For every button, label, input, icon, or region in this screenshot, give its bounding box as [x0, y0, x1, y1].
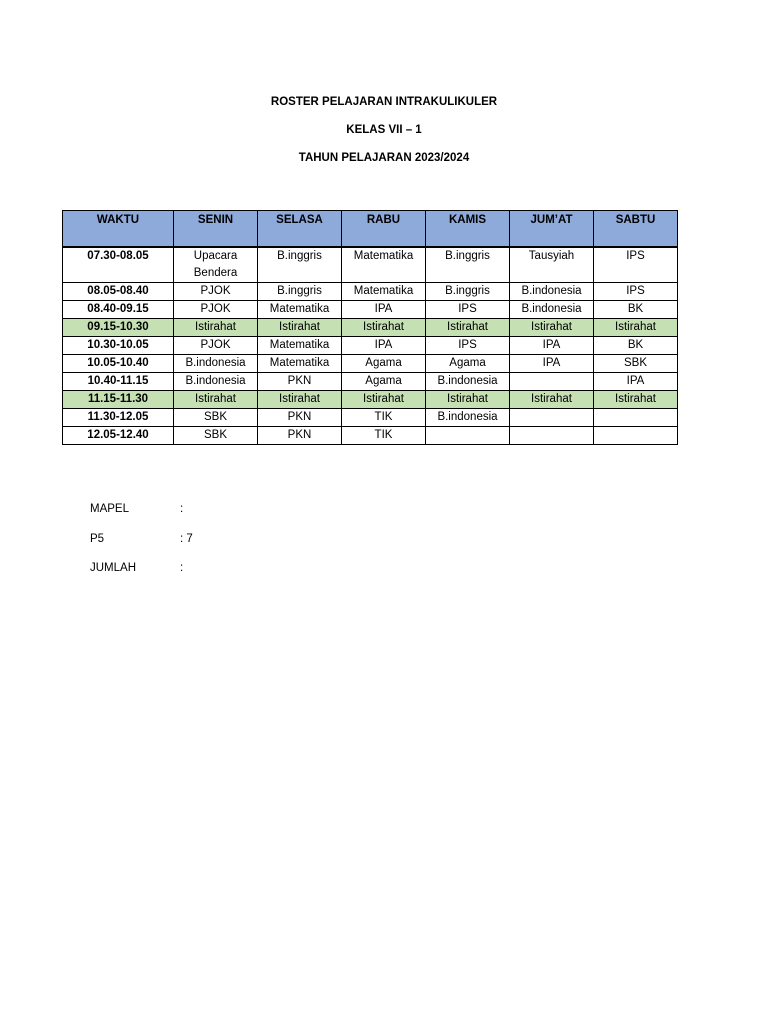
p5-label: P5: [90, 532, 105, 545]
subject-cell: [510, 373, 594, 391]
subject-cell: [510, 427, 594, 445]
roster-body: [63, 247, 678, 445]
time-cell: 10.40-11.15: [63, 373, 174, 391]
time-cell: 12.05-12.40: [63, 427, 174, 445]
subject-cell: IPS: [594, 248, 678, 283]
subject-cell: Istirahat: [174, 319, 258, 337]
subject-cell: PJOK: [174, 301, 258, 319]
subject-cell: Istirahat: [594, 391, 678, 409]
subject-cell: IPA: [342, 337, 426, 355]
footer-row-mapel: [90, 503, 193, 533]
table-row: [63, 337, 678, 355]
header-kamis: KAMIS: [426, 211, 510, 247]
subject-cell: Tausyiah: [510, 248, 594, 283]
subject-cell: Istirahat: [594, 319, 678, 337]
subject-cell: Matematika: [342, 248, 426, 283]
subject-cell: IPS: [594, 283, 678, 301]
footer-summary: [90, 503, 193, 592]
table-row: [63, 248, 678, 283]
subject-cell: Matematika: [258, 301, 342, 319]
time-cell: 11.30-12.05: [63, 409, 174, 427]
footer-row-p5: [90, 533, 193, 563]
subject-cell: BK: [594, 301, 678, 319]
subject-cell: Istirahat: [342, 319, 426, 337]
header-selasa: SELASA: [258, 211, 342, 247]
subject-cell: B.inggris: [258, 248, 342, 283]
title-year: TAHUN PELAJARAN 2023/2024: [298, 152, 470, 164]
subject-cell: IPA: [342, 301, 426, 319]
subject-cell: PKN: [258, 373, 342, 391]
subject-cell: B.indonesia: [426, 409, 510, 427]
jumlah-value: :: [180, 562, 184, 574]
subject-cell: B.inggris: [258, 283, 342, 301]
table-row: [63, 427, 678, 445]
mapel-value: :: [180, 503, 184, 515]
subject-cell: Istirahat: [174, 391, 258, 409]
subject-cell: IPS: [426, 337, 510, 355]
subject-cell: B.indonesia: [510, 283, 594, 301]
subject-cell: Istirahat: [342, 391, 426, 409]
jumlah-label: JUMLAH: [90, 562, 137, 574]
subject-cell: Istirahat: [426, 319, 510, 337]
subject-cell: Istirahat: [426, 391, 510, 409]
subject-cell: IPA: [594, 373, 678, 391]
subject-cell: Agama: [426, 355, 510, 373]
table-row: [63, 319, 678, 337]
subject-cell: PKN: [258, 427, 342, 445]
subject-cell: TIK: [342, 409, 426, 427]
subject-cell: [426, 427, 510, 445]
subject-cell: Upacara Bendera: [174, 248, 258, 283]
subject-cell: IPS: [426, 301, 510, 319]
subject-cell: Istirahat: [258, 319, 342, 337]
subject-cell: PJOK: [174, 283, 258, 301]
subject-cell: SBK: [174, 427, 258, 445]
header-sabtu: SABTU: [594, 211, 678, 247]
time-cell: 10.05-10.40: [63, 355, 174, 373]
time-cell: 11.15-11.30: [63, 391, 174, 409]
footer-row-jumlah: [90, 562, 193, 592]
subject-cell: IPA: [510, 355, 594, 373]
title-class: KELAS VII – 1: [346, 124, 422, 136]
p5-value: : 7: [180, 532, 193, 545]
subject-cell: IPA: [510, 337, 594, 355]
roster-table: [62, 210, 678, 445]
subject-cell: Istirahat: [510, 391, 594, 409]
subject-cell: [510, 409, 594, 427]
table-row: [63, 391, 678, 409]
time-cell: 09.15-10.30: [63, 319, 174, 337]
subject-cell: Agama: [342, 373, 426, 391]
subject-cell: Agama: [342, 355, 426, 373]
subject-cell: SBK: [594, 355, 678, 373]
subject-cell: B.inggris: [426, 283, 510, 301]
subject-cell: [594, 409, 678, 427]
table-row: [63, 373, 678, 391]
header-jumat: JUM’AT: [510, 211, 594, 247]
subject-cell: B.inggris: [426, 248, 510, 283]
table-row: [63, 355, 678, 373]
subject-cell: B.indonesia: [510, 301, 594, 319]
subject-cell: Istirahat: [510, 319, 594, 337]
header-waktu: WAKTU: [63, 211, 174, 247]
time-cell: 10.30-10.05: [63, 337, 174, 355]
time-cell: 08.40-09.15: [63, 301, 174, 319]
document-title-block: [0, 95, 768, 179]
table-row: [63, 283, 678, 301]
table-row: [63, 301, 678, 319]
mapel-label: MAPEL: [90, 503, 129, 515]
header-senin: SENIN: [174, 211, 258, 247]
subject-cell: SBK: [174, 409, 258, 427]
subject-cell: Istirahat: [258, 391, 342, 409]
title-roster: ROSTER PELAJARAN INTRAKULIKULER: [270, 96, 498, 108]
table-row: [63, 409, 678, 427]
subject-cell: Matematika: [258, 355, 342, 373]
subject-cell: PKN: [258, 409, 342, 427]
table-header-row: [63, 211, 678, 247]
subject-cell: Matematika: [258, 337, 342, 355]
time-cell: 08.05-08.40: [63, 283, 174, 301]
subject-cell: TIK: [342, 427, 426, 445]
header-rabu: RABU: [342, 211, 426, 247]
subject-cell: Matematika: [342, 283, 426, 301]
subject-cell: B.indonesia: [174, 355, 258, 373]
time-cell: 07.30-08.05: [63, 248, 174, 283]
subject-cell: B.indonesia: [174, 373, 258, 391]
subject-cell: B.indonesia: [426, 373, 510, 391]
subject-cell: PJOK: [174, 337, 258, 355]
subject-cell: BK: [594, 337, 678, 355]
subject-cell: [594, 427, 678, 445]
